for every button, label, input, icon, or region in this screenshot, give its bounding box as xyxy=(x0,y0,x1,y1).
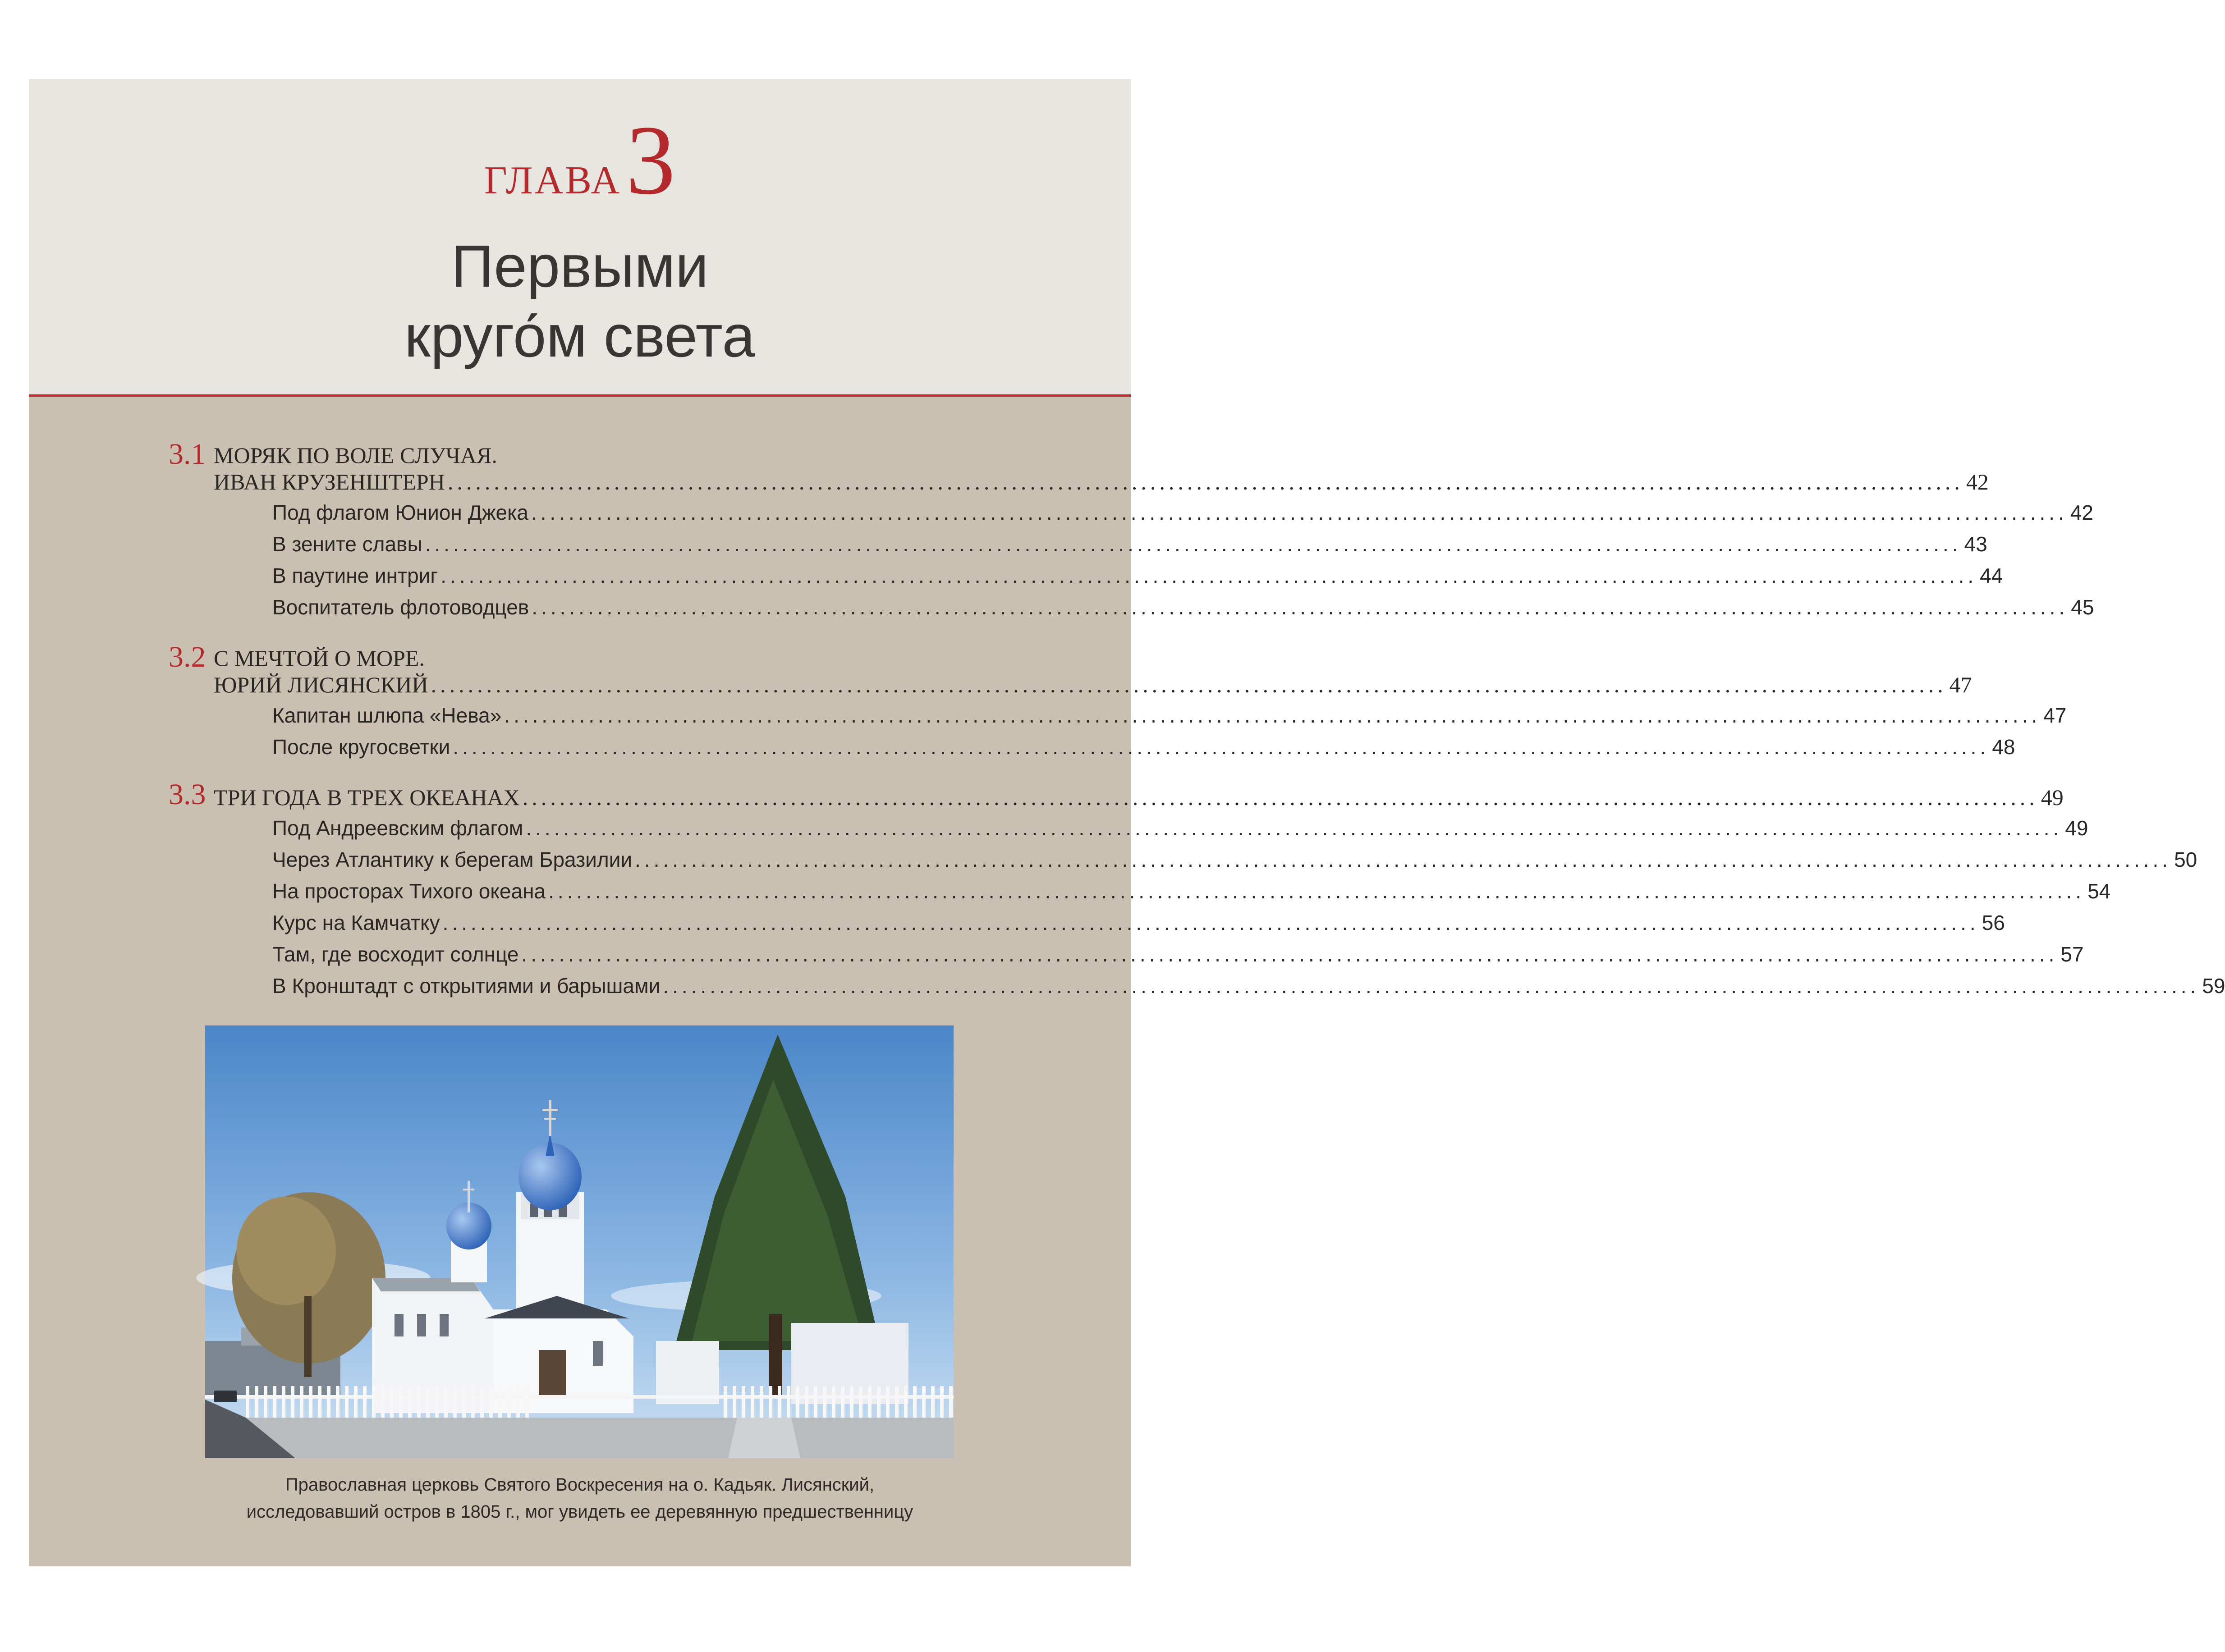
toc-page-number: 42 xyxy=(2070,501,2093,524)
toc-page-number: 49 xyxy=(2065,816,2088,840)
leader-dots: .................................................................................................................................................................... xyxy=(663,974,2200,998)
toc-page-number: 49 xyxy=(2041,785,2064,810)
toc-page-number: 56 xyxy=(1982,911,2005,934)
toc-entry[interactable] xyxy=(214,784,2064,810)
chapter-title-line2: круго́м света xyxy=(404,303,755,369)
toc-subentry[interactable] xyxy=(272,563,2003,588)
church-illustration xyxy=(205,1025,954,1458)
toc-subentry-label: После кругосветки xyxy=(272,735,450,759)
toc-subentry[interactable] xyxy=(272,974,2225,998)
section-heading: С МЕЧТОЙ О МОРЕ. xyxy=(214,645,425,671)
toc-subentry[interactable] xyxy=(272,879,2111,903)
photo-caption-line1: Православная церковь Святого Воскресения на о. Кадьяк. Лисянский, xyxy=(285,1475,875,1495)
toc-subentry-label: Курс на Камчатку xyxy=(272,911,440,934)
toc-entry[interactable] xyxy=(214,672,1972,698)
toc-subentry[interactable] xyxy=(272,942,2084,966)
chapter-title-line1: Первыми xyxy=(451,233,709,299)
toc-subentry[interactable] xyxy=(272,735,2015,759)
toc-page-number: 48 xyxy=(1992,735,2015,759)
toc-page-number: 45 xyxy=(2071,595,2094,619)
toc-page-number: 44 xyxy=(1980,564,2003,587)
toc-subentry-label: Там, где восходит солнце xyxy=(272,943,519,966)
leader-dots: .................................................................................................................................................................... xyxy=(504,704,2041,727)
toc-subentry-label: Под флагом Юнион Джека xyxy=(272,501,528,524)
toc-subentry-label: Через Атлантику к берегам Бразилии xyxy=(272,848,633,871)
toc-subentry[interactable] xyxy=(272,595,2094,619)
leader-dots: .................................................................................................................................................................... xyxy=(442,911,1979,934)
chapter-word: ГЛАВА xyxy=(484,159,622,202)
photo-caption-line2: исследовавший остров в 1805 г., мог увидеть ее деревянную предшественницу xyxy=(246,1502,913,1522)
toc-page-number: 57 xyxy=(2060,943,2084,966)
leader-dots: .................................................................................................................................................................... xyxy=(532,595,2069,619)
toc-page-number: 59 xyxy=(2202,974,2225,998)
toc-subentry[interactable] xyxy=(272,911,2005,935)
leader-dots: .................................................................................................................................................................... xyxy=(425,532,1962,556)
toc-subentry-label: Капитан шлюпа «Нева» xyxy=(272,704,502,727)
section-number: 3.1 xyxy=(169,438,206,471)
leader-dots: .................................................................................................................................................................... xyxy=(453,735,1990,759)
leader-dots: .................................................................................................................................................................... xyxy=(521,943,2058,966)
leader-dots: .................................................................................................................................................................... xyxy=(526,816,2063,840)
section-number: 3.3 xyxy=(169,778,206,811)
leader-dots: .................................................................................................................................................................... xyxy=(531,501,2068,524)
toc-subentry[interactable] xyxy=(272,816,2088,840)
leader-dots: .................................................................................................................................................................... xyxy=(635,848,2172,871)
toc-page-number: 42 xyxy=(1966,469,1989,494)
toc-subentry-label: В зените славы xyxy=(272,532,422,556)
toc-subentry[interactable] xyxy=(272,500,2093,525)
toc-page-number: 54 xyxy=(2087,879,2111,903)
toc-page-number: 50 xyxy=(2174,848,2197,871)
toc-subentry-label: Воспитатель флотоводцев xyxy=(272,595,529,619)
section-heading: МОРЯК ПО ВОЛЕ СЛУЧАЯ. xyxy=(214,443,497,468)
chapter-number: 3 xyxy=(626,105,676,215)
toc-subentry-label: В Кронштадт с открытиями и барышами xyxy=(272,974,661,998)
toc-page-number: 47 xyxy=(1949,672,1972,697)
chapter-header xyxy=(29,79,1131,397)
toc-entry-label: ЮРИЙ ЛИСЯНСКИЙ xyxy=(214,672,428,697)
toc-subentry[interactable] xyxy=(272,703,2067,728)
toc-subentry-label: Под Андреевским флагом xyxy=(272,816,523,840)
leader-dots: .................................................................................................................................................................... xyxy=(440,564,1977,587)
toc-subentry[interactable] xyxy=(272,847,2197,872)
chapter-label xyxy=(29,105,1131,215)
church-photo xyxy=(205,1025,954,1458)
toc-entry-label: ТРИ ГОДА В ТРЕХ ОКЕАНАХ xyxy=(214,785,520,810)
leader-dots: .................................................................................................................................................................... xyxy=(431,672,1947,697)
toc-subentry[interactable] xyxy=(272,532,1987,556)
toc-entry[interactable] xyxy=(214,469,1989,495)
leader-dots: .................................................................................................................................................................... xyxy=(522,785,2038,810)
book-page xyxy=(29,79,2225,1566)
toc-entry-label: ИВАН КРУЗЕНШТЕРН xyxy=(214,469,445,494)
toc-page-number: 47 xyxy=(2043,704,2067,727)
toc-subentry-label: На просторах Тихого океана xyxy=(272,879,546,903)
toc-page-number: 43 xyxy=(1964,532,1987,556)
toc-subentry-label: В паутине интриг xyxy=(272,564,438,587)
leader-dots: .................................................................................................................................................................... xyxy=(548,879,2085,903)
leader-dots: .................................................................................................................................................................... xyxy=(447,469,1964,494)
section-number: 3.2 xyxy=(169,641,206,673)
